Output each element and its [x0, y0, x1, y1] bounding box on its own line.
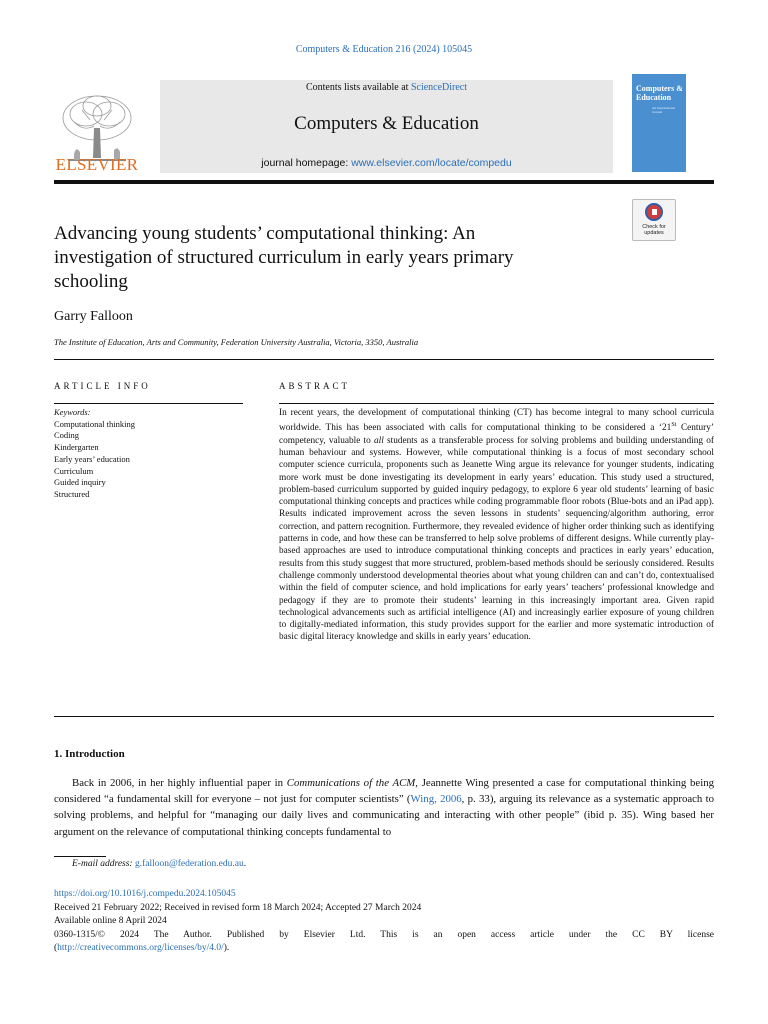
- intro-journal-name: Communications of the ACM: [286, 777, 416, 789]
- author-affiliation: The Institute of Education, Arts and Community, Federation University Australia, Victoria, 3350, Australia: [54, 337, 419, 347]
- citation-link[interactable]: Wing, 2006: [410, 793, 462, 806]
- homepage-prefix: journal homepage:: [261, 157, 352, 169]
- email-label: E-mail address:: [72, 859, 133, 869]
- abstract-part: students as a transferable process for solving problems and building understanding of human behaviour and systems. However, while computational thinking is a focus of most secondary school computer science curricula, proponents such as Jeanette Wing argue its relevance for younger students, indicating more work must be done investigating its development in early years’ education. This study used a structured, problem-based curriculum supported by guided inquiry pedagogy, to explore 6 year old students’ learning of basic computational thinking concepts and practices while coding programmable floor robots (Blue-bots and an iPad app). Results indicated improvement across the seven lessons in students’ sequencing/algorithm authoring, error correction, and pattern recognition. Furthermore, they revealed evidence of higher order thinking such as identifying patterns in code, and how these can be transferred to help solve problems of different designs. While currently play-based approaches are used to introduce computational thinking concepts and practices in early years’ education, results from this study suggest that more structured, problem-based methods should be seriously considered. Results challenge commonly understood developmental theories about what young children can and can’t do, contextualised within the field of computer science, and hold implications for early years’ teachers’ professional knowledge and pedagogy if they are to promote their students’ learning in this increasingly important area. Given rapid technological advancements such as artificial intelligence (AI) and increasingly earlier exposure of young children to digitally-mediated information, this study provides support for the earlier and more systematic introduction of basic digital literacy knowledge and skills in early years’ education.: [279, 435, 714, 643]
- license-close: ).: [223, 943, 230, 953]
- cover-title: Computers & Education: [636, 84, 683, 102]
- contents-prefix: Contents lists available at: [305, 82, 411, 93]
- keyword: Coding: [54, 430, 80, 441]
- journal-cover-thumbnail[interactable]: [632, 74, 686, 172]
- divider: [279, 403, 714, 404]
- email-link[interactable]: g.falloon@federation.edu.au: [134, 859, 244, 869]
- abstract-text: [279, 407, 714, 644]
- article-dates: Received 21 February 2022; Received in revised form 18 March 2024; Accepted 27 March 2024: [54, 903, 422, 913]
- contents-line: [160, 82, 613, 93]
- doi-link[interactable]: https://doi.org/10.1016/j.compedu.2024.105045: [54, 889, 236, 899]
- intro-text-part: , Jeannette Wing presented a case for computational thinking being considered “a fundamental skill for everyone – not just for computer scientists” (: [54, 777, 714, 806]
- keyword: Kindergarten: [54, 442, 99, 453]
- keyword: Structured: [54, 488, 90, 499]
- divider: [54, 403, 243, 404]
- keywords-label: Keywords:: [54, 407, 91, 417]
- license-link[interactable]: http://creativecommons.org/licenses/by/4.0/: [57, 943, 224, 953]
- license-open: (: [54, 943, 58, 953]
- footnote-rule: [54, 856, 106, 857]
- check-updates-icon: [645, 203, 663, 221]
- abstract-emphasis: all: [373, 435, 384, 446]
- abstract-part: Century’ competency, valuable to: [279, 423, 715, 446]
- check-updates-label: Check for updates: [642, 224, 666, 236]
- cover-subtitle: An International Journal: [652, 106, 676, 114]
- keyword: Early years’ education: [54, 453, 130, 464]
- keyword: Computational thinking: [54, 418, 135, 429]
- author-name[interactable]: Garry Falloon: [54, 309, 133, 324]
- license-text: 0360-1315/© 2024 The Author. Published by Elsevier Ltd. This is an open access article under the CC BY license: [54, 930, 714, 940]
- intro-text-part: , p. 33), arguing its relevance as a systematic approach to solving problems, and helpful for “managing our daily lives and communicating and interacting with other people” (ibid p. 35). Wing based her argument on the relevance of computational thinking concepts fundamental to: [54, 793, 714, 838]
- footnote-end: .: [243, 859, 247, 869]
- article-info-heading: ARTICLE INFO: [54, 381, 151, 391]
- article-title: Advancing young students’ computational thinking: An investigation of structured curriculum in early years primary schooling: [54, 223, 514, 292]
- divider: [54, 359, 714, 360]
- sciencedirect-link[interactable]: ScienceDirect: [410, 82, 468, 93]
- check-for-updates-button[interactable]: [632, 199, 676, 241]
- abstract-superscript: St: [671, 422, 677, 429]
- footnote-email: [72, 859, 246, 869]
- header-rule: [54, 180, 714, 184]
- abstract-heading: ABSTRACT: [279, 381, 351, 391]
- section-heading-introduction: 1. Introduction: [54, 748, 125, 760]
- introduction-paragraph: [54, 775, 714, 840]
- keywords-list: [54, 407, 244, 501]
- journal-title: Computers & Education: [294, 113, 479, 134]
- homepage-line: [160, 157, 613, 169]
- keyword: Curriculum: [54, 465, 94, 476]
- homepage-link[interactable]: www.elsevier.com/locate/compedu: [351, 157, 512, 169]
- intro-text-part: Back in 2006, in her highly influential paper in: [72, 777, 287, 789]
- license-notice: [54, 929, 714, 955]
- abstract-part: In recent years, the development of computational thinking (CT) has become integral to many school curricula worldwide. This has been associated with calls for computational thinking to be considered a ‘21: [279, 408, 714, 434]
- elsevier-wordmark: ELSEVIER: [55, 155, 139, 174]
- available-online: Available online 8 April 2024: [54, 916, 167, 926]
- divider: [54, 716, 714, 717]
- journal-reference[interactable]: Computers & Education 216 (2024) 105045: [295, 44, 473, 55]
- keyword: Guided inquiry: [54, 477, 106, 488]
